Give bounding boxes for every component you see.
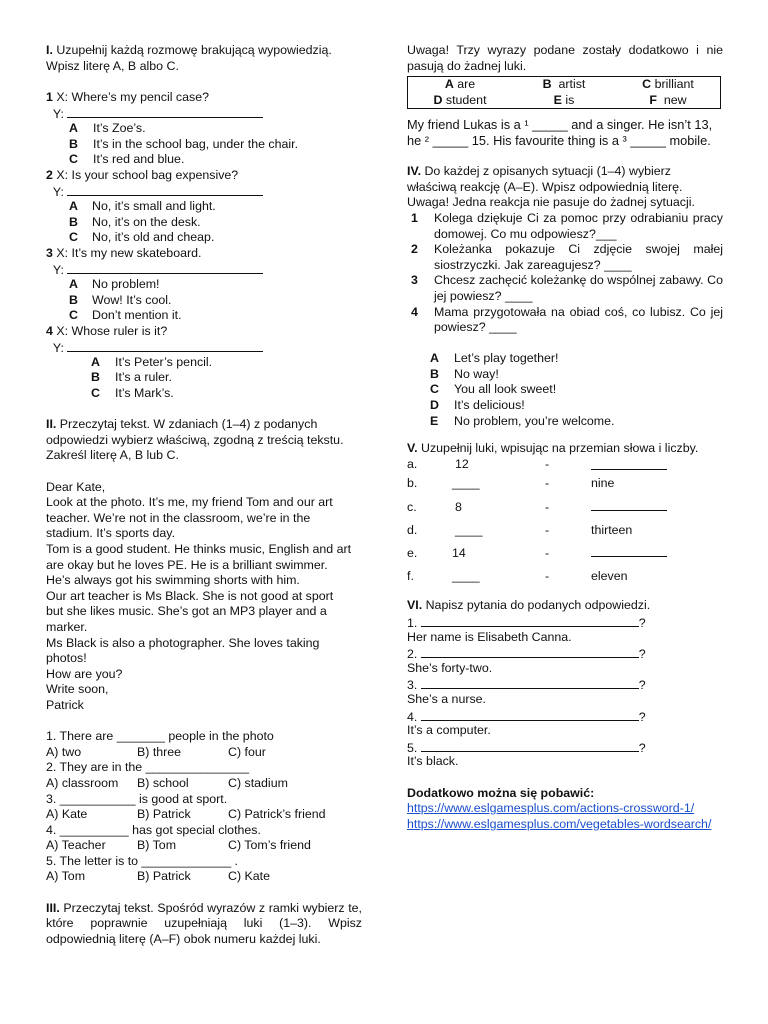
comprehension-question-1: 1. There are _______ people in the photo [46, 729, 274, 744]
dialogue-question-4: 4 X: Whose ruler is it? [46, 323, 168, 338]
letter-line: stadium. It’s sports day. [46, 526, 176, 541]
word-box [407, 76, 721, 109]
comprehension-options-2[interactable]: A) classroom B) school C) stadium [46, 775, 288, 790]
comprehension-question-4: 4. __________ has got special clothes. [46, 822, 261, 837]
comprehension-question-3: 3. ___________ is good at sport. [46, 791, 228, 806]
comprehension-options-5[interactable]: A) Tom B) Patrick C) Kate [46, 869, 271, 884]
comprehension-options-1[interactable]: A) two B) three C) four [46, 744, 266, 759]
letter-line: How are you? [46, 666, 123, 681]
question-line-1[interactable]: 1. ? [407, 615, 646, 630]
option-4c: C It’s Mark’s. [91, 386, 174, 401]
number-row-d: d. ____ - thirteen [407, 522, 633, 537]
comprehension-question-5: 5. The letter is to _____________ . [46, 853, 238, 868]
situation-2: 2 Koleżanka pokazuje Ci zdjęcie swojej małej siostrzyczki. Jak zareagujesz? ____ [411, 242, 723, 272]
link-vegetables-wordsearch[interactable]: https://www.eslgamesplus.com/vegetables-wordsearch/ [407, 816, 712, 831]
reaction-a: A Let’s play together! [430, 351, 559, 366]
option-1b: B It’s in the school bag, under the chair. [69, 136, 299, 151]
situation-3: 3 Chcesz zachęcić koleżankę do wspólnej zabawy. Co jej powiesz? ____ [411, 273, 723, 303]
answer-line-1[interactable]: Y: [46, 105, 362, 121]
section-2-heading: II. Przeczytaj tekst. W zdaniach (1–4) z podanych [46, 417, 318, 432]
given-answer-5: It’s black. [407, 754, 459, 769]
word-box-row: A are B artist C brilliant [444, 77, 694, 92]
letter-line: Dear Kate, [46, 479, 106, 494]
section-5-heading: V. Uzupełnij luki, wpisując na przemian słowa i liczby. [407, 441, 699, 456]
option-3a: A No problem! [69, 276, 160, 291]
section-3-note: Uwaga! Trzy wyrazy podane zostały dodatkowo i nie pasują do żadnej luki. [407, 43, 723, 73]
section-2-instruction-line-3: Zakreśl literę A, B lub C. [46, 448, 179, 463]
comprehension-options-3[interactable]: A) Kate B) Patrick C) Patrick’s friend [46, 807, 326, 822]
option-2a: A No, it’s small and light. [69, 198, 216, 213]
given-answer-2: She’s forty-two. [407, 660, 493, 675]
question-line-2[interactable]: 2. ? [407, 647, 646, 662]
gap-text-line-1: My friend Lukas is a ¹ _____ and a singer. He isn’t 13, [407, 117, 713, 133]
option-1c: C It’s red and blue. [69, 152, 185, 167]
section-4-instruction-line-3: Uwaga! Jedna reakcja nie pasuje do żadnej sytuacji. [407, 195, 695, 210]
option-3c: C Don’t mention it. [69, 308, 182, 323]
answer-line-2[interactable]: Y: [46, 183, 362, 199]
given-answer-1: Her name is Elisabeth Canna. [407, 629, 572, 644]
section-4-instruction-line-2: właściwą reakcję (A–E). Wpisz odpowiednią literę. [407, 179, 683, 194]
section-2-instruction-line-2: odpowiedzi wybierz właściwą, zgodną z treścią tekstu. [46, 432, 344, 447]
number-row-b: b. ____ - nine [407, 476, 615, 491]
answer-line[interactable] [591, 457, 667, 470]
letter-line: photos! [46, 651, 87, 666]
option-3b: B Wow! It’s cool. [69, 292, 172, 307]
dialogue-question-2: 2 X: Is your school bag expensive? [46, 167, 239, 182]
given-answer-4: It’s a computer. [407, 723, 491, 738]
section-6-heading: VI. Napisz pytania do podanych odpowiedzi. [407, 598, 651, 613]
answer-line-4[interactable]: Y: [46, 339, 362, 355]
reaction-c: C You all look sweet! [430, 382, 557, 397]
letter-line: Tom is a good student. He thinks music, English and art [46, 542, 352, 556]
letter-line: Look at the photo. It’s me, my friend Tom and our art [46, 495, 333, 510]
reaction-e: E No problem, you’re welcome. [430, 413, 615, 428]
gap-text-line-2: he ² _____ 15. His favourite thing is a ³ _____ mobile. [407, 132, 711, 148]
left-column [46, 43, 362, 947]
answer-line[interactable] [591, 498, 667, 511]
letter-line: are okay but he loves PE. He is a brilliant swimmer. [46, 557, 328, 572]
section-3-instruction: III. Przeczytaj tekst. Spośród wyrazów z ramki wybierz te, które poprawnie uzupełniają luki (1–3). Wpisz odpowiednią literę (A–F) obok numeru każdej luki. [46, 900, 362, 946]
question-line-3[interactable]: 3. ? [407, 678, 646, 693]
dialogue-question-1: 1 X: Where’s my pencil case? [46, 89, 209, 104]
option-4b: B It’s a ruler. [91, 370, 172, 385]
question-line-5[interactable]: 5. ? [407, 740, 646, 755]
question-line-4[interactable]: 4. ? [407, 709, 646, 724]
word-box-row: D student E is F new [433, 92, 687, 107]
given-answer-3: She’s a nurse. [407, 691, 486, 706]
reaction-d: D It’s delicious! [430, 398, 525, 413]
answer-line[interactable] [591, 544, 667, 557]
dialogue-question-3: 3 X: It’s my new skateboard. [46, 245, 202, 260]
letter-line: Write soon, [46, 682, 109, 697]
reaction-b: B No way! [430, 366, 499, 381]
section-1-instruction: Wpisz literę A, B albo C. [46, 58, 179, 73]
option-4a: A It’s Peter’s pencil. [91, 354, 213, 369]
link-actions-crossword[interactable]: https://www.eslgamesplus.com/actions-crossword-1/ [407, 801, 695, 816]
number-row-c: c. 8 - [407, 496, 723, 519]
situation-4: 4 Mama przygotowała na obiad coś, co lubisz. Co jej powiesz? ____ [411, 304, 723, 335]
letter-line: marker. [46, 619, 88, 634]
comprehension-options-4[interactable]: A) Teacher B) Tom C) Tom’s friend [46, 838, 311, 853]
option-2b: B No, it’s on the desk. [69, 214, 201, 229]
letter-line: Ms Black is also a photographer. She loves taking [46, 635, 320, 650]
extra-heading: Dodatkowo można się pobawić: [407, 785, 595, 800]
letter-line: Patrick [46, 697, 84, 712]
letter-text [46, 480, 362, 714]
number-row-a: a. 12 - [407, 457, 723, 473]
letter-line: Our art teacher is Ms Black. She is not good at sport [46, 588, 334, 603]
situation-1: 1 Kolega dziękuje Ci za pomoc przy odrabianiu pracy domowej. Co mu odpowiesz?___ [411, 210, 723, 241]
section-1-heading: I. Uzupełnij każdą rozmowę brakującą wypowiedzią. [46, 43, 332, 57]
right-column [407, 43, 723, 832]
section-4-heading: IV. Do każdej z opisanych sytuacji (1–4) wybierz [407, 164, 672, 179]
comprehension-question-2: 2. They are in the _______________ [46, 760, 250, 775]
option-2c: C No, it’s old and cheap. [69, 230, 215, 245]
answer-line-3[interactable]: Y: [46, 261, 362, 277]
letter-line: teacher. We’re not in the classroom, we’re in the [46, 510, 311, 525]
letter-line: He’s always got his swimming shorts with him. [46, 573, 300, 588]
letter-line: but she likes music. She’s got an MP3 player and a [46, 604, 327, 619]
option-1a: A It’s Zoe’s. [69, 120, 146, 135]
number-row-e: e. 14 - [407, 542, 723, 565]
number-row-f: f. ____ - eleven [407, 569, 628, 584]
